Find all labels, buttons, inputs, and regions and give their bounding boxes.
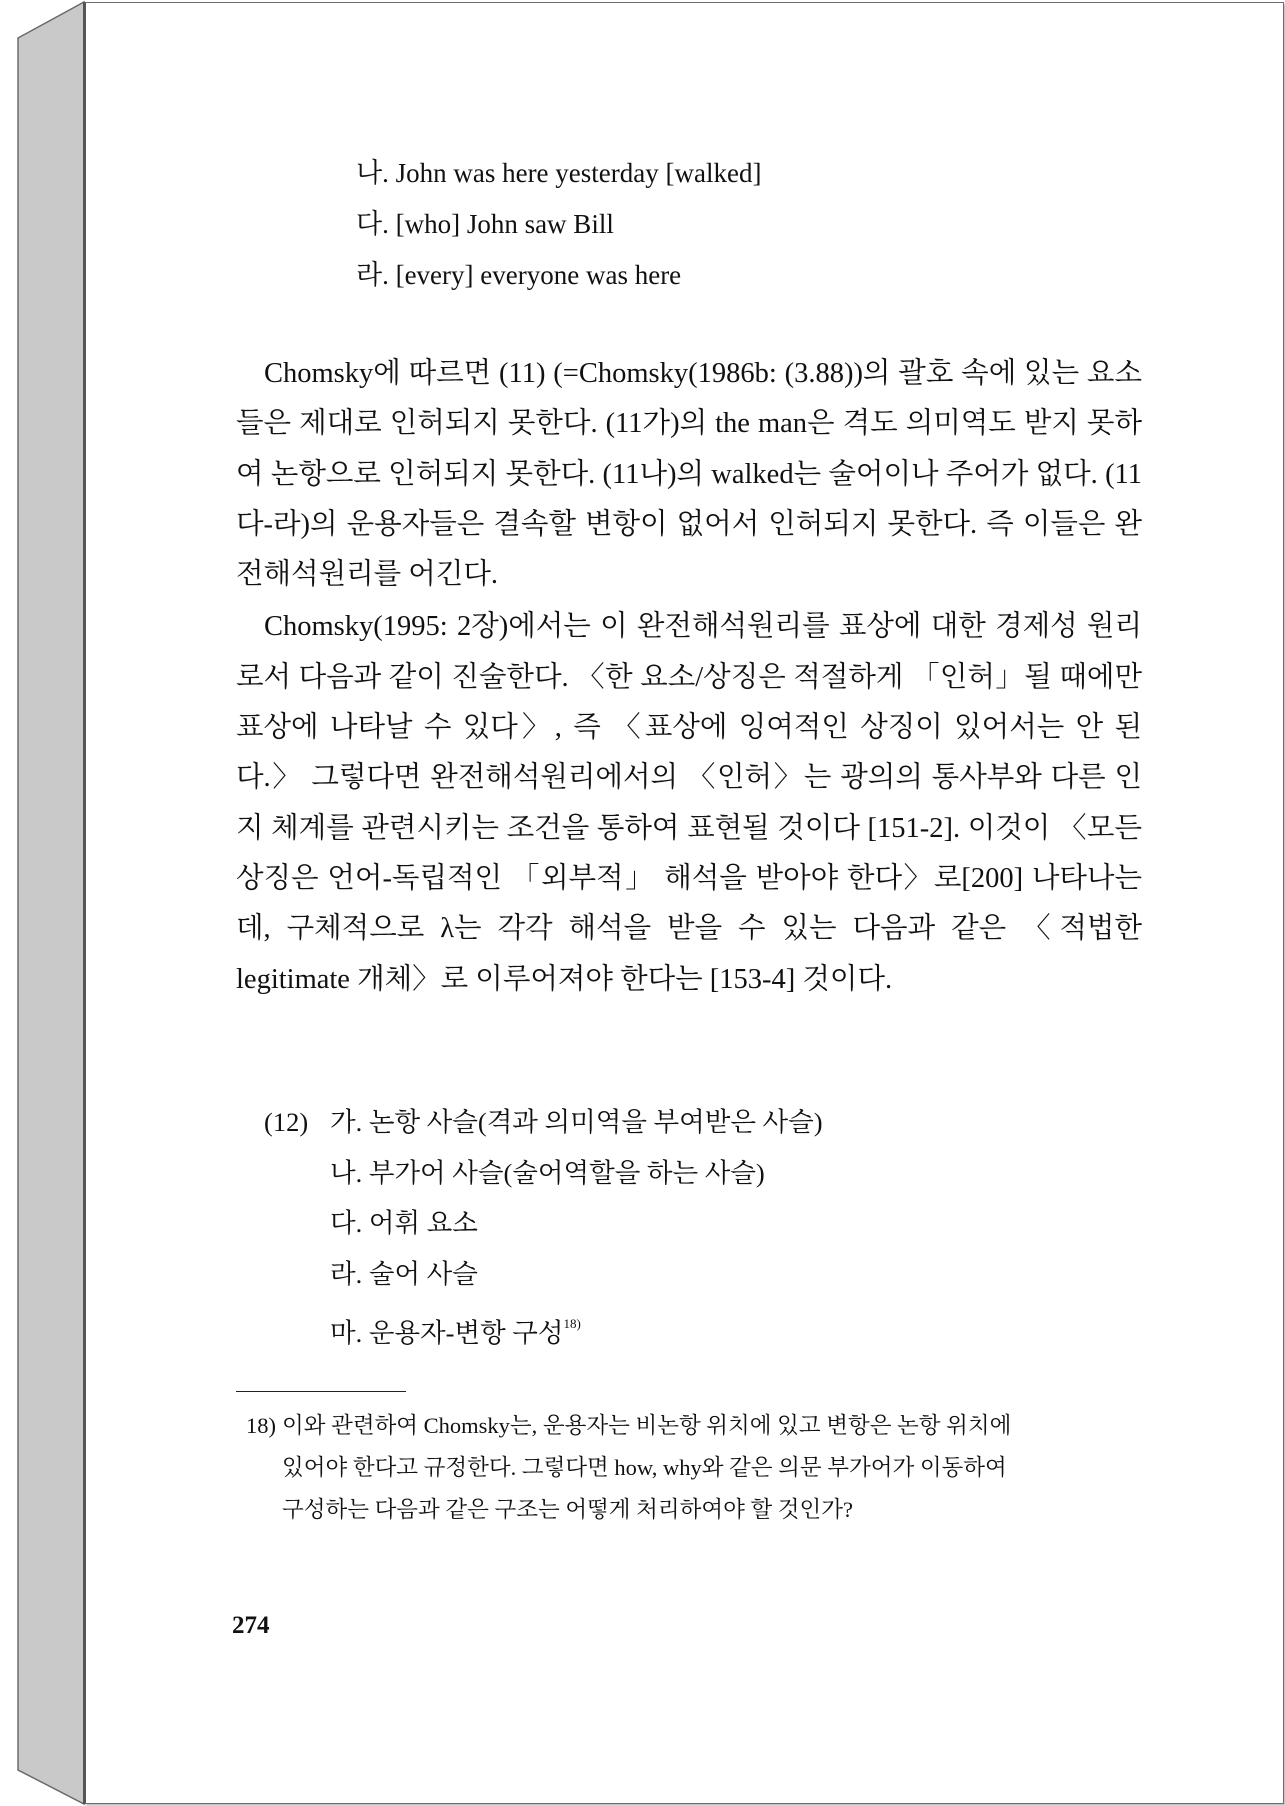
example-number: (12) — [264, 1107, 309, 1137]
example-item: 가. 논항 사슬(격과 의미역을 부여받은 사슬) — [330, 1107, 823, 1137]
footnote-reference: 18) — [563, 1316, 581, 1331]
footnote — [246, 1405, 1142, 1531]
paragraph: Chomsky(1995: 2장)에서는 이 완전해석원리를 표상에 대한 경제성 원리로서 다음과 같이 진술한다. 〈한 요소/상징은 적절하게 「인허」될 때에만 표상에 나타날 수 있다〉, 즉 〈표상에 잉여적인 상징이 있어서는 안 된다.〉 그렇다면 완전해석원리에서의 〈인허〉는 광의의 통사부와 다른 인지 체계를 관련시키는 조건을 통하여 표현될 것이다 [151-2]. 이것이 〈모든 상징은 언어-독립적인 「외부적」 해석을 받아야 한다〉로[200] 나타나는데, 구체적으로 λ는 각각 해석을 받을 수 있는 다음과 같은 〈적법한 legitimate 개체〉로 이루어져야 한다는 [153-4] 것이다. — [236, 611, 1142, 995]
footnote-line: 구성하는 다음과 같은 구조는 어떻게 처리하여야 할 것인가? — [282, 1497, 854, 1522]
example-item: 라. 술어 사슬 — [330, 1258, 478, 1289]
example-item: 나. John was here yesterday [walked] — [356, 158, 762, 188]
example-item: 라. [every] everyone was here — [356, 260, 682, 290]
page-number: 274 — [232, 1612, 270, 1639]
example-12 — [264, 1097, 823, 1359]
example-item: 다. [who] John saw Bill — [356, 209, 614, 239]
example-item: 다. 어휘 요소 — [330, 1208, 478, 1238]
footnote-line: 있어야 한다고 규정한다. 그렇다면 how, why와 같은 의문 부가어가 이동하여 — [282, 1455, 1007, 1480]
body-text — [236, 349, 1142, 1005]
example-item: 마. 운용자-변항 구성 — [330, 1318, 564, 1348]
footnote-divider — [236, 1391, 406, 1392]
paragraph: Chomsky에 따르면 (11) (=Chomsky(1986b: (3.88))의 괄호 속에 있는 요소들은 제대로 인허되지 못한다. (11가)의 the man은 격도 의미역도 받지 못하여 논항으로 인허되지 못한다. (11나)의 walked는 술어이나 주어가 없다. (11다-라)의 운용자들은 결속할 변항이 없어서 인허되지 못한다. 즉 이들은 완전해석원리를 어긴다. — [236, 358, 1142, 591]
example-list-continued — [356, 148, 761, 301]
footnote-line: 이와 관련하여 Chomsky는, 운용자는 비논항 위치에 있고 변항은 논항 위치에 — [282, 1413, 1012, 1438]
example-item: 나. 부가어 사슬(술어역할을 하는 사슬) — [330, 1157, 765, 1188]
footnote-number: 18) — [246, 1413, 276, 1438]
